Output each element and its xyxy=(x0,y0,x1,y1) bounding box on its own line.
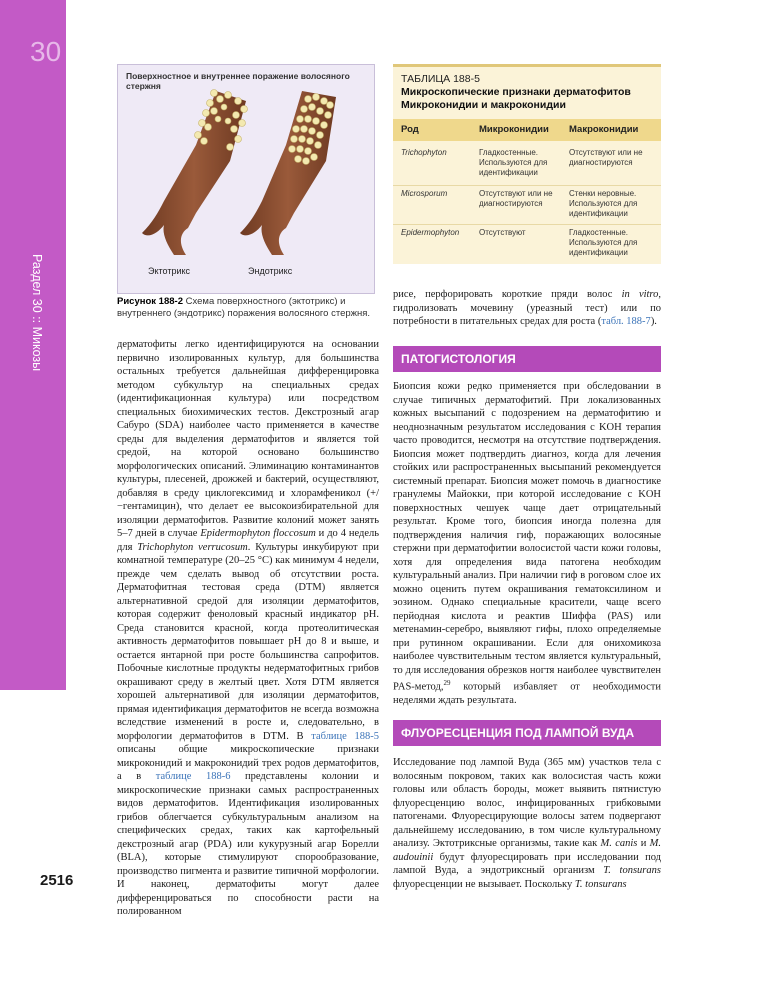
table-header-row xyxy=(393,119,661,141)
table-title: Микроскопические признаки дерматофитов Микроконидии и макроконидии xyxy=(401,86,631,111)
paragraph xyxy=(393,756,661,891)
endothrix-hair-shaft xyxy=(240,91,336,255)
table-ref-link[interactable]: таблице 188-5 xyxy=(311,730,380,742)
text-run: Биопсия кожи редко применяется при обследовании в случае типичных дерматофитий. При локализованных кожных высыпаний с подозрением на дерматофитию и неоднозначным результатом исследования с KOH терапия часто проводится, несмотря на отсутствие подтверждения. Биопсия может подтвердить диагноз, когда для лечения стойких или распространенных высыпаний рекомендуется системный препарат. Биопсия может помочь в диагностике гранулемы Майокки, при которой исследование с KOH поверхностных чешуек чаще дает отрицательный результат. Кроме того, биопсия иногда полезна для подтверждения наличия гиф, поражающих волосяные стержни при дерматофитии волосистой части кожи головы, хотя для определения вида патогена необходим культуральный анализ. При наличии гиф в роговом слое их можно оценить путем окрашивания гематоксилином и эозином. Однако специальные красители, чаще всего перйодная кислота и реактив Шиффа (PAS) или метенамин-серебро, выявляют гифы, плохо определяемые при рутинном окрашивании. Если для онихомикоза наиболее чувствительным тестом является культуральный, то для исследования обрезков ногтя наиболее чувствителен PAS-метод, xyxy=(393,381,661,693)
text-run: рисе, перфорировать короткие пряди волос xyxy=(393,289,622,300)
wood-lamp-text xyxy=(393,756,661,891)
text-run: будут флуоресцировать при исследовании под лампой Вуда, а эндотриксный организм xyxy=(393,851,661,876)
section-header-wood-lamp: ФЛУОРЕСЦЕНЦИЯ ПОД ЛАМПОЙ ВУДА xyxy=(393,720,661,746)
species-name: T. tonsurans xyxy=(603,865,661,876)
table-header-macro: Макроконидии xyxy=(569,124,639,135)
text-run: и до 4 недель для xyxy=(117,528,380,553)
text-run: дерматофиты легко идентифицируются на основании первично изолированных культур, для большинства остальных требуется дальнейшая дифференцировка методом субкультур на специальных средах (идентификационная культура) или посредством специальных биохимических тестов. Декстрозный агар Сабуро (SDA) наиболее часто применяется в качестве среды для выделения дерматофитов и является той средой, на которой основано большинство морфологических описаний. Элиминацию контаминантов культуры, плесеней, дрожжей и бактерий, осуществляют, добавляя в среду циклогексимид и хлорамфеникол (+/−гентамицин), что делает ее высокоизбирательной для изоляции дерматофитов. Развитие колоний может занять 5–7 дней в случае xyxy=(117,339,379,539)
page-number: 2516 xyxy=(40,872,74,889)
left-column-text xyxy=(117,338,379,919)
table-188-5 xyxy=(393,64,661,264)
latin-term: in vitro xyxy=(621,289,659,300)
text-run: Исследование под лампой Вуда (365 мм) участков тела с волосяным покровом, таких как волосистая часть кожи головы или область бороды, может выявить пятнистую флуоресценцию волос, инфицированных грибковыми патогенами. Флуоресцирующие волосы затем подвергают дальнейшему исследованию, в том числе культуральному анализу. Эктотриксные организмы, такие как xyxy=(393,757,661,849)
species-name: M. audouinii xyxy=(393,838,661,863)
table-number: ТАБЛИЦА 188-5 xyxy=(401,73,480,85)
chapter-sidebar xyxy=(0,0,66,690)
table-ref-link[interactable]: таблице 188-6 xyxy=(155,771,231,782)
figure-caption xyxy=(117,296,379,320)
table-header-genus: Род xyxy=(401,124,419,135)
text-run: представлены колонии и микроскопические признаки самых распространенных видов дерматофитов. Идентификация изолированных грибов облегчается субкультуральным анализом на специфических средах, таких как картофельный декстрозный агар (PDA) или кукурузный агар Борелли (BLA), которые стимулируют спорообразование, производство пигмента и развитие типичной морфологии. И наконец, дерматофиты могут далее дифференцироваться по способности расти на полированном xyxy=(117,771,379,917)
paragraph xyxy=(393,380,661,708)
species-name: Epidermophyton floccosum xyxy=(200,528,316,539)
table-row xyxy=(393,145,661,186)
text-run: ). xyxy=(650,316,657,327)
text-run: и xyxy=(637,838,650,849)
table-cell-genus: Microsporum xyxy=(401,189,448,198)
paragraph xyxy=(117,338,379,919)
species-name: T. tonsurans xyxy=(574,878,627,890)
table-row xyxy=(393,225,661,263)
paragraph xyxy=(393,288,661,329)
table-header-micro: Микроконидии xyxy=(479,124,549,135)
figure-caption-label: Рисунок 188-2 xyxy=(117,296,183,307)
section-label: Раздел 30 :: Микозы xyxy=(30,254,44,372)
table-cell-micro: Гладкостенные. Используются для идентификации xyxy=(479,148,548,177)
footnote-ref[interactable]: 29 xyxy=(443,679,451,687)
table-cell-macro: Отсутствуют или не диагностируются xyxy=(569,148,643,167)
species-name: M. canis xyxy=(600,838,638,849)
table-cell-micro: Отсутствуют xyxy=(479,228,526,237)
text-run: , гидролизовать мочевину (уреазный тест) или по потребности в питательных средах для роста ( xyxy=(393,289,662,327)
figure-caption-text: Схема поверхностного (эктотрикс) и внутреннего (эндотрикс) поражения волосяного стержня. xyxy=(117,296,371,319)
table-cell-macro: Стенки неровные. Используются для идентификации xyxy=(569,189,638,218)
table-cell-micro: Отсутствуют или не диагностируются xyxy=(479,189,553,208)
text-run: описаны общие микроскопические признаки микроконидий и макроконидий трех родов дерматофитов, а в xyxy=(117,744,379,782)
table-cell-genus: Epidermophyton xyxy=(401,228,460,237)
right-column-intro xyxy=(393,288,661,329)
figure-188-2 xyxy=(117,64,375,294)
chapter-number: 30 xyxy=(30,36,62,67)
section-header-pathohistology: ПАТОГИСТОЛОГИЯ xyxy=(393,346,661,372)
text-run: флуоресценции не вызывает. Поскольку xyxy=(393,878,575,890)
text-run: . Культуры инкубируют при комнатной температуре (20–25 °C) как минимум 4 недели, прежде чем сделать вывод об отсутствии роста. Дерматофитная тестовая среда (DTM) является альтернативной средой для изоляции дерматофитов, которая содержит феноловый красный индикатор pH. Среда становится красной, когда протеолитическая активность дерматофитов повышает pH до 8 и выше, и остается янтарной при росте большинства сапрофитов. Побочные кислотные продукты недерматофитных грибов окрашивают среду в желтый цвет. Хотя DTM является хорошей альтернативой для изоляции дерматофитов, прямая идентификация дерматофитов не всегда возможна вследствие изменений в росте и, следовательно, в морфологии дерматофитов в DTM. В xyxy=(117,541,380,742)
endothrix-label: Эндотрикс xyxy=(248,266,293,276)
figure-title: Поверхностное и внутреннее поражение волосяного стержня xyxy=(126,71,350,91)
table-cell-genus: Trichophyton xyxy=(401,148,447,157)
table-cell-macro: Гладкостенные. Используются для идентификации xyxy=(569,228,638,257)
ectothrix-hair-shaft xyxy=(142,91,246,255)
species-name: Trichophyton verrucosum xyxy=(137,541,248,553)
ectothrix-label: Эктотрикс xyxy=(148,266,191,276)
table-ref-link[interactable]: табл. 188-7 xyxy=(601,316,651,327)
text-run: который избавляет от необходимости неделями ждать результата. xyxy=(393,681,661,706)
table-row xyxy=(393,186,661,225)
pathohistology-text xyxy=(393,380,661,708)
hair-shaft-illustration xyxy=(118,83,376,273)
